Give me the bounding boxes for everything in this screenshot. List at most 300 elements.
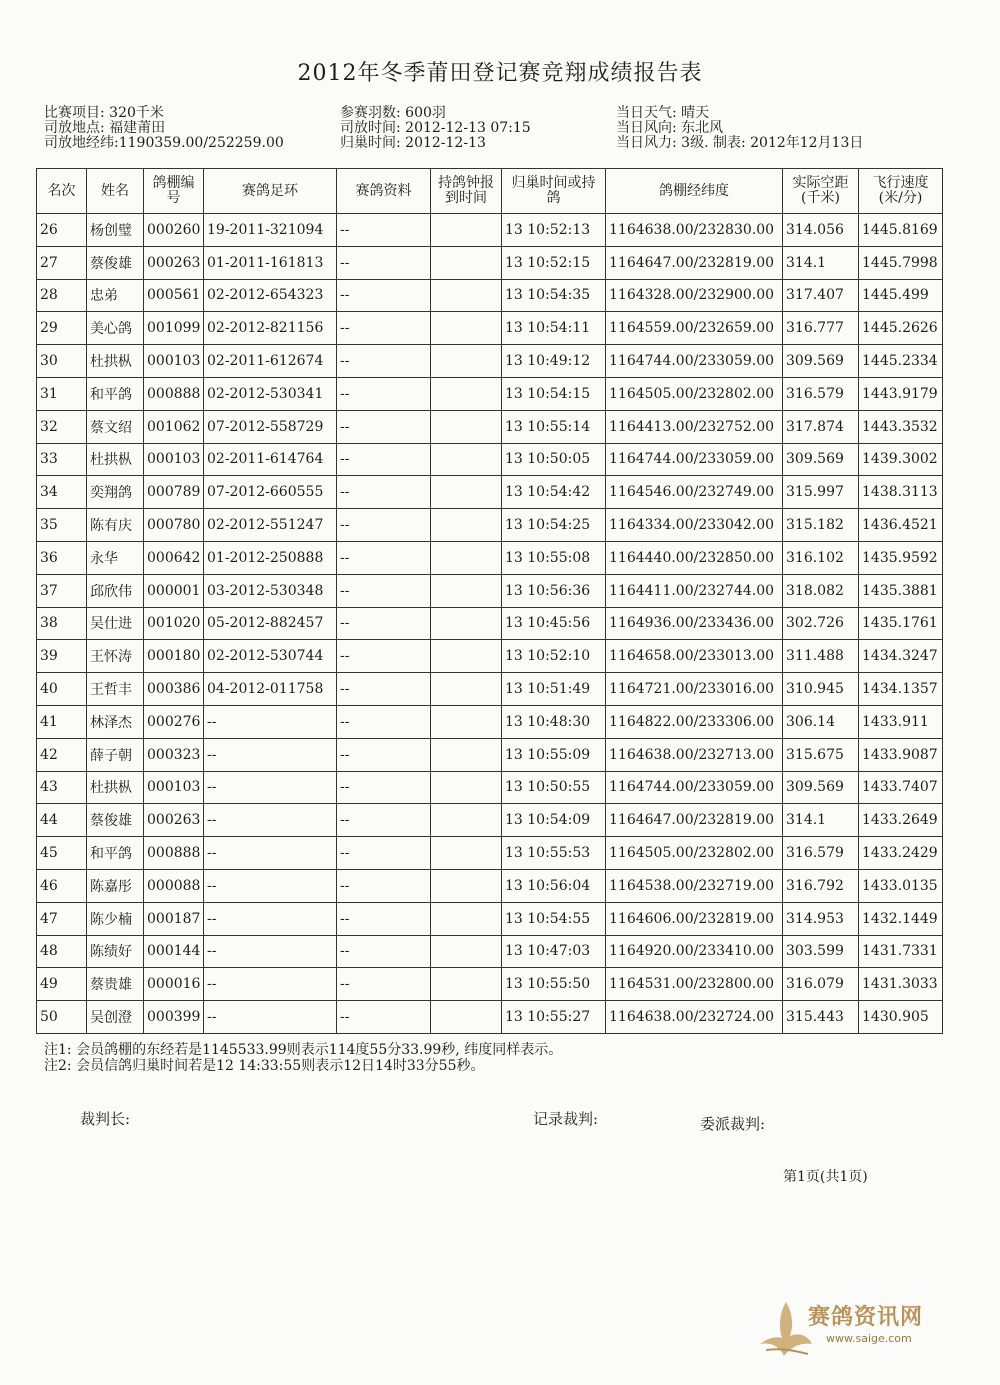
cell-clock-time xyxy=(431,738,502,771)
meta-release-coordinates: 司放地经纬:1190359.00/252259.00 xyxy=(44,135,284,151)
cell-name: 陈嘉彤 xyxy=(87,869,144,902)
cell-loft-id: 000187 xyxy=(144,902,204,935)
cell-rank: 29 xyxy=(37,312,87,345)
table-row xyxy=(37,705,943,738)
cell-speed: 1436.4521 xyxy=(859,509,943,542)
cell-ring: -- xyxy=(204,804,337,837)
watermark-url: www.saige.com xyxy=(826,1332,912,1345)
cell-clock-time xyxy=(431,1001,502,1034)
cell-pigeon-info: -- xyxy=(337,476,431,509)
watermark xyxy=(756,1298,966,1368)
cell-ring: 05-2012-882457 xyxy=(204,607,337,640)
table-row xyxy=(37,410,943,443)
cell-clock-time xyxy=(431,902,502,935)
cell-return-time: 13 10:52:10 xyxy=(502,640,606,673)
cell-rank: 47 xyxy=(37,902,87,935)
results-table xyxy=(36,168,943,1034)
cell-loft-coords: 1164744.00/233059.00 xyxy=(606,771,783,804)
table-row xyxy=(37,574,943,607)
cell-distance: 316.792 xyxy=(783,869,859,902)
cell-name: 永华 xyxy=(87,541,144,574)
cell-distance: 315.997 xyxy=(783,476,859,509)
table-row xyxy=(37,377,943,410)
table-row xyxy=(37,804,943,837)
watermark-text: 赛鸽资讯网 xyxy=(808,1305,924,1330)
cell-distance: 306.14 xyxy=(783,705,859,738)
cell-clock-time xyxy=(431,345,502,378)
cell-loft-coords: 1164606.00/232819.00 xyxy=(606,902,783,935)
cell-loft-id: 000561 xyxy=(144,279,204,312)
cell-speed: 1434.1357 xyxy=(859,673,943,706)
cell-loft-id: 000888 xyxy=(144,377,204,410)
cell-loft-coords: 1164413.00/232752.00 xyxy=(606,410,783,443)
cell-loft-coords: 1164721.00/233016.00 xyxy=(606,673,783,706)
cell-loft-coords: 1164546.00/232749.00 xyxy=(606,476,783,509)
cell-distance: 303.599 xyxy=(783,935,859,968)
cell-pigeon-info: -- xyxy=(337,410,431,443)
cell-clock-time xyxy=(431,246,502,279)
cell-rank: 44 xyxy=(37,804,87,837)
table-row xyxy=(37,771,943,804)
cell-rank: 49 xyxy=(37,968,87,1001)
cell-ring: 02-2012-654323 xyxy=(204,279,337,312)
table-row xyxy=(37,345,943,378)
table-row xyxy=(37,541,943,574)
cell-return-time: 13 10:54:09 xyxy=(502,804,606,837)
meta-weather: 当日天气: 晴天 xyxy=(616,105,710,121)
cell-rank: 39 xyxy=(37,640,87,673)
cell-ring: -- xyxy=(204,705,337,738)
cell-ring: -- xyxy=(204,1001,337,1034)
cell-name: 美心鸽 xyxy=(87,312,144,345)
cell-clock-time xyxy=(431,705,502,738)
cell-pigeon-info: -- xyxy=(337,837,431,870)
cell-distance: 315.182 xyxy=(783,509,859,542)
cell-name: 忠弟 xyxy=(87,279,144,312)
cell-pigeon-info: -- xyxy=(337,443,431,476)
cell-ring: -- xyxy=(204,771,337,804)
cell-loft-id: 000642 xyxy=(144,541,204,574)
cell-return-time: 13 10:55:09 xyxy=(502,738,606,771)
cell-rank: 40 xyxy=(37,673,87,706)
cell-distance: 316.079 xyxy=(783,968,859,1001)
meta-entry-count: 参赛羽数: 600羽 xyxy=(340,105,446,121)
cell-loft-id: 000088 xyxy=(144,869,204,902)
cell-return-time: 13 10:47:03 xyxy=(502,935,606,968)
cell-pigeon-info: -- xyxy=(337,935,431,968)
cell-pigeon-info: -- xyxy=(337,705,431,738)
cell-ring: 02-2012-530744 xyxy=(204,640,337,673)
cell-name: 奕翔鸽 xyxy=(87,476,144,509)
col-return-time: 归巢时间或持鸽 xyxy=(502,169,606,214)
cell-speed: 1445.8169 xyxy=(859,214,943,247)
cell-return-time: 13 10:56:04 xyxy=(502,869,606,902)
cell-rank: 34 xyxy=(37,476,87,509)
cell-distance: 314.1 xyxy=(783,804,859,837)
cell-name: 蔡贵雄 xyxy=(87,968,144,1001)
cell-rank: 36 xyxy=(37,541,87,574)
cell-loft-id: 000276 xyxy=(144,705,204,738)
cell-loft-id: 001020 xyxy=(144,607,204,640)
cell-name: 林泽杰 xyxy=(87,705,144,738)
cell-pigeon-info: -- xyxy=(337,377,431,410)
cell-distance: 316.579 xyxy=(783,837,859,870)
cell-ring: 01-2011-161813 xyxy=(204,246,337,279)
cell-loft-coords: 1164411.00/232744.00 xyxy=(606,574,783,607)
cell-speed: 1431.3033 xyxy=(859,968,943,1001)
cell-loft-coords: 1164638.00/232713.00 xyxy=(606,738,783,771)
cell-pigeon-info: -- xyxy=(337,804,431,837)
cell-rank: 30 xyxy=(37,345,87,378)
report-title: 2012年冬季莆田登记赛竞翔成绩报告表 xyxy=(297,61,703,86)
cell-rank: 43 xyxy=(37,771,87,804)
cell-speed: 1435.3881 xyxy=(859,574,943,607)
cell-loft-coords: 1164658.00/233013.00 xyxy=(606,640,783,673)
col-name: 姓名 xyxy=(87,169,144,214)
cell-return-time: 13 10:48:30 xyxy=(502,705,606,738)
cell-ring: -- xyxy=(204,837,337,870)
cell-ring: -- xyxy=(204,968,337,1001)
cell-loft-coords: 1164744.00/233059.00 xyxy=(606,345,783,378)
cell-clock-time xyxy=(431,837,502,870)
meta-release-time: 司放时间: 2012-12-13 07:15 xyxy=(340,120,531,136)
cell-distance: 316.579 xyxy=(783,377,859,410)
footnote-2: 注2: 会员信鸽归巢时间若是12 14:33:55则表示12日14时33分55秒。 xyxy=(44,1058,485,1074)
cell-return-time: 13 10:54:35 xyxy=(502,279,606,312)
cell-loft-id: 000263 xyxy=(144,804,204,837)
cell-name: 蔡文绍 xyxy=(87,410,144,443)
cell-distance: 316.777 xyxy=(783,312,859,345)
cell-speed: 1439.3002 xyxy=(859,443,943,476)
cell-clock-time xyxy=(431,443,502,476)
cell-speed: 1430.905 xyxy=(859,1001,943,1034)
cell-name: 杜拱枞 xyxy=(87,345,144,378)
cell-name: 蔡俊雄 xyxy=(87,804,144,837)
cell-clock-time xyxy=(431,541,502,574)
cell-ring: 04-2012-011758 xyxy=(204,673,337,706)
cell-pigeon-info: -- xyxy=(337,902,431,935)
cell-loft-id: 000144 xyxy=(144,935,204,968)
cell-return-time: 13 10:45:56 xyxy=(502,607,606,640)
meta-wind-force: 当日风力: 3级. 制表: 2012年12月13日 xyxy=(616,135,864,151)
cell-rank: 46 xyxy=(37,869,87,902)
cell-distance: 315.675 xyxy=(783,738,859,771)
cell-rank: 50 xyxy=(37,1001,87,1034)
meta-return-date: 归巢时间: 2012-12-13 xyxy=(340,135,486,151)
cell-return-time: 13 10:55:14 xyxy=(502,410,606,443)
cell-loft-coords: 1164936.00/233436.00 xyxy=(606,607,783,640)
cell-clock-time xyxy=(431,476,502,509)
col-distance: 实际空距(千米) xyxy=(783,169,859,214)
cell-loft-coords: 1164822.00/233306.00 xyxy=(606,705,783,738)
cell-ring: 07-2012-558729 xyxy=(204,410,337,443)
cell-pigeon-info: -- xyxy=(337,673,431,706)
table-row xyxy=(37,312,943,345)
cell-loft-coords: 1164920.00/233410.00 xyxy=(606,935,783,968)
cell-loft-id: 000263 xyxy=(144,246,204,279)
cell-ring: 02-2011-614764 xyxy=(204,443,337,476)
cell-loft-coords: 1164328.00/232900.00 xyxy=(606,279,783,312)
table-row xyxy=(37,869,943,902)
meta-wind-direction: 当日风向: 东北风 xyxy=(616,120,724,136)
col-rank: 名次 xyxy=(37,169,87,214)
cell-name: 蔡俊雄 xyxy=(87,246,144,279)
cell-clock-time xyxy=(431,574,502,607)
cell-name: 杨创璧 xyxy=(87,214,144,247)
cell-name: 陈绩好 xyxy=(87,935,144,968)
cell-distance: 311.488 xyxy=(783,640,859,673)
cell-distance: 314.953 xyxy=(783,902,859,935)
cell-name: 吴创澄 xyxy=(87,1001,144,1034)
cell-speed: 1433.9087 xyxy=(859,738,943,771)
col-loft-id: 鸽棚编号 xyxy=(144,169,204,214)
cell-name: 邱欣伟 xyxy=(87,574,144,607)
cell-speed: 1433.2649 xyxy=(859,804,943,837)
cell-loft-coords: 1164647.00/232819.00 xyxy=(606,246,783,279)
cell-return-time: 13 10:52:15 xyxy=(502,246,606,279)
table-row xyxy=(37,246,943,279)
meta-left xyxy=(44,106,284,151)
cell-ring: 19-2011-321094 xyxy=(204,214,337,247)
cell-loft-id: 001099 xyxy=(144,312,204,345)
cell-clock-time xyxy=(431,410,502,443)
cell-clock-time xyxy=(431,771,502,804)
meta-race-item: 比赛项目: 320千米 xyxy=(44,105,164,121)
col-loft-coords: 鸽棚经纬度 xyxy=(606,169,783,214)
cell-distance: 317.407 xyxy=(783,279,859,312)
cell-speed: 1443.3532 xyxy=(859,410,943,443)
cell-pigeon-info: -- xyxy=(337,968,431,1001)
table-row xyxy=(37,607,943,640)
table-row xyxy=(37,968,943,1001)
table-row xyxy=(37,640,943,673)
page-indicator: 第1页(共1页) xyxy=(783,1169,868,1185)
cell-return-time: 13 10:49:12 xyxy=(502,345,606,378)
cell-loft-coords: 1164505.00/232802.00 xyxy=(606,377,783,410)
table-row xyxy=(37,279,943,312)
cell-clock-time xyxy=(431,935,502,968)
cell-name: 王哲丰 xyxy=(87,673,144,706)
cell-speed: 1433.2429 xyxy=(859,837,943,870)
cell-speed: 1431.7331 xyxy=(859,935,943,968)
cell-rank: 26 xyxy=(37,214,87,247)
cell-rank: 48 xyxy=(37,935,87,968)
cell-loft-coords: 1164638.00/232830.00 xyxy=(606,214,783,247)
cell-speed: 1435.9592 xyxy=(859,541,943,574)
cell-pigeon-info: -- xyxy=(337,312,431,345)
cell-name: 杜拱枞 xyxy=(87,771,144,804)
cell-pigeon-info: -- xyxy=(337,771,431,804)
col-speed: 飞行速度(米/分) xyxy=(859,169,943,214)
cell-ring: 07-2012-660555 xyxy=(204,476,337,509)
cell-ring: -- xyxy=(204,902,337,935)
cell-distance: 309.569 xyxy=(783,345,859,378)
col-pigeon-info: 赛鸽资料 xyxy=(337,169,431,214)
cell-loft-coords: 1164505.00/232802.00 xyxy=(606,837,783,870)
cell-rank: 41 xyxy=(37,705,87,738)
recording-judge-label: 记录裁判: xyxy=(533,1110,599,1128)
table-row xyxy=(37,476,943,509)
cell-ring: 02-2011-612674 xyxy=(204,345,337,378)
cell-clock-time xyxy=(431,804,502,837)
cell-pigeon-info: -- xyxy=(337,509,431,542)
cell-distance: 314.1 xyxy=(783,246,859,279)
cell-name: 陈少楠 xyxy=(87,902,144,935)
cell-rank: 42 xyxy=(37,738,87,771)
cell-loft-coords: 1164638.00/232724.00 xyxy=(606,1001,783,1034)
cell-loft-id: 000103 xyxy=(144,771,204,804)
cell-distance: 315.443 xyxy=(783,1001,859,1034)
table-row xyxy=(37,673,943,706)
cell-pigeon-info: -- xyxy=(337,541,431,574)
chief-judge-label: 裁判长: xyxy=(80,1110,131,1128)
cell-speed: 1433.7407 xyxy=(859,771,943,804)
cell-name: 和平鸽 xyxy=(87,837,144,870)
table-row xyxy=(37,738,943,771)
cell-return-time: 13 10:55:08 xyxy=(502,541,606,574)
cell-loft-id: 000789 xyxy=(144,476,204,509)
cell-speed: 1433.0135 xyxy=(859,869,943,902)
cell-speed: 1435.1761 xyxy=(859,607,943,640)
cell-loft-id: 000260 xyxy=(144,214,204,247)
table-header-row xyxy=(37,169,943,214)
cell-distance: 317.874 xyxy=(783,410,859,443)
cell-clock-time xyxy=(431,312,502,345)
cell-clock-time xyxy=(431,673,502,706)
cell-rank: 28 xyxy=(37,279,87,312)
cell-ring: 02-2012-551247 xyxy=(204,509,337,542)
cell-name: 薛子朝 xyxy=(87,738,144,771)
cell-ring: -- xyxy=(204,738,337,771)
cell-rank: 35 xyxy=(37,509,87,542)
cell-return-time: 13 10:54:55 xyxy=(502,902,606,935)
cell-loft-coords: 1164744.00/233059.00 xyxy=(606,443,783,476)
meta-right xyxy=(616,106,863,151)
col-clock-time: 持鸽钟报到时间 xyxy=(431,169,502,214)
table-row xyxy=(37,902,943,935)
cell-speed: 1434.3247 xyxy=(859,640,943,673)
cell-pigeon-info: -- xyxy=(337,1001,431,1034)
cell-rank: 27 xyxy=(37,246,87,279)
meta-release-location: 司放地点: 福建莆田 xyxy=(44,120,166,136)
table-row xyxy=(37,935,943,968)
cell-loft-coords: 1164440.00/232850.00 xyxy=(606,541,783,574)
cell-return-time: 13 10:54:11 xyxy=(502,312,606,345)
cell-loft-id: 000180 xyxy=(144,640,204,673)
cell-pigeon-info: -- xyxy=(337,279,431,312)
cell-return-time: 13 10:54:42 xyxy=(502,476,606,509)
cell-loft-id: 000888 xyxy=(144,837,204,870)
cell-loft-id: 000001 xyxy=(144,574,204,607)
cell-loft-coords: 1164334.00/233042.00 xyxy=(606,509,783,542)
cell-pigeon-info: -- xyxy=(337,345,431,378)
cell-name: 王怀涛 xyxy=(87,640,144,673)
cell-distance: 318.082 xyxy=(783,574,859,607)
cell-loft-id: 000103 xyxy=(144,443,204,476)
cell-loft-id: 000780 xyxy=(144,509,204,542)
cell-distance: 314.056 xyxy=(783,214,859,247)
meta-middle xyxy=(340,106,531,151)
cell-clock-time xyxy=(431,509,502,542)
cell-rank: 38 xyxy=(37,607,87,640)
cell-distance: 302.726 xyxy=(783,607,859,640)
cell-return-time: 13 10:55:53 xyxy=(502,837,606,870)
cell-loft-id: 001062 xyxy=(144,410,204,443)
cell-clock-time xyxy=(431,607,502,640)
cell-ring: -- xyxy=(204,935,337,968)
cell-loft-coords: 1164647.00/232819.00 xyxy=(606,804,783,837)
cell-rank: 37 xyxy=(37,574,87,607)
cell-pigeon-info: -- xyxy=(337,869,431,902)
table-row xyxy=(37,837,943,870)
cell-loft-coords: 1164559.00/232659.00 xyxy=(606,312,783,345)
cell-ring: 02-2012-821156 xyxy=(204,312,337,345)
table-row xyxy=(37,1001,943,1034)
cell-name: 和平鸽 xyxy=(87,377,144,410)
cell-distance: 310.945 xyxy=(783,673,859,706)
cell-speed: 1438.3113 xyxy=(859,476,943,509)
cell-speed: 1432.1449 xyxy=(859,902,943,935)
cell-name: 杜拱枞 xyxy=(87,443,144,476)
footnotes xyxy=(44,1042,562,1074)
cell-pigeon-info: -- xyxy=(337,574,431,607)
cell-pigeon-info: -- xyxy=(337,640,431,673)
cell-rank: 32 xyxy=(37,410,87,443)
delegate-judge-label: 委派裁判: xyxy=(700,1115,766,1133)
cell-return-time: 13 10:55:50 xyxy=(502,968,606,1001)
cell-distance: 316.102 xyxy=(783,541,859,574)
cell-pigeon-info: -- xyxy=(337,738,431,771)
cell-rank: 45 xyxy=(37,837,87,870)
cell-loft-id: 000016 xyxy=(144,968,204,1001)
table-row xyxy=(37,214,943,247)
cell-clock-time xyxy=(431,279,502,312)
cell-pigeon-info: -- xyxy=(337,607,431,640)
cell-ring: 01-2012-250888 xyxy=(204,541,337,574)
cell-return-time: 13 10:54:15 xyxy=(502,377,606,410)
cell-pigeon-info: -- xyxy=(337,214,431,247)
pigeon-logo-icon xyxy=(756,1298,816,1362)
cell-speed: 1443.9179 xyxy=(859,377,943,410)
cell-clock-time xyxy=(431,640,502,673)
cell-speed: 1445.2334 xyxy=(859,345,943,378)
cell-rank: 33 xyxy=(37,443,87,476)
cell-loft-id: 000399 xyxy=(144,1001,204,1034)
cell-return-time: 13 10:56:36 xyxy=(502,574,606,607)
cell-return-time: 13 10:52:13 xyxy=(502,214,606,247)
cell-loft-id: 000386 xyxy=(144,673,204,706)
col-ring: 赛鸽足环 xyxy=(204,169,337,214)
cell-loft-coords: 1164531.00/232800.00 xyxy=(606,968,783,1001)
cell-clock-time xyxy=(431,377,502,410)
cell-distance: 309.569 xyxy=(783,771,859,804)
cell-distance: 309.569 xyxy=(783,443,859,476)
cell-pigeon-info: -- xyxy=(337,246,431,279)
cell-return-time: 13 10:51:49 xyxy=(502,673,606,706)
cell-return-time: 13 10:54:25 xyxy=(502,509,606,542)
cell-clock-time xyxy=(431,869,502,902)
cell-ring: 03-2012-530348 xyxy=(204,574,337,607)
cell-speed: 1433.911 xyxy=(859,705,943,738)
cell-speed: 1445.2626 xyxy=(859,312,943,345)
cell-return-time: 13 10:50:55 xyxy=(502,771,606,804)
cell-return-time: 13 10:55:27 xyxy=(502,1001,606,1034)
cell-ring: 02-2012-530341 xyxy=(204,377,337,410)
cell-loft-id: 000323 xyxy=(144,738,204,771)
cell-loft-coords: 1164538.00/232719.00 xyxy=(606,869,783,902)
cell-ring: -- xyxy=(204,869,337,902)
table-row xyxy=(37,443,943,476)
